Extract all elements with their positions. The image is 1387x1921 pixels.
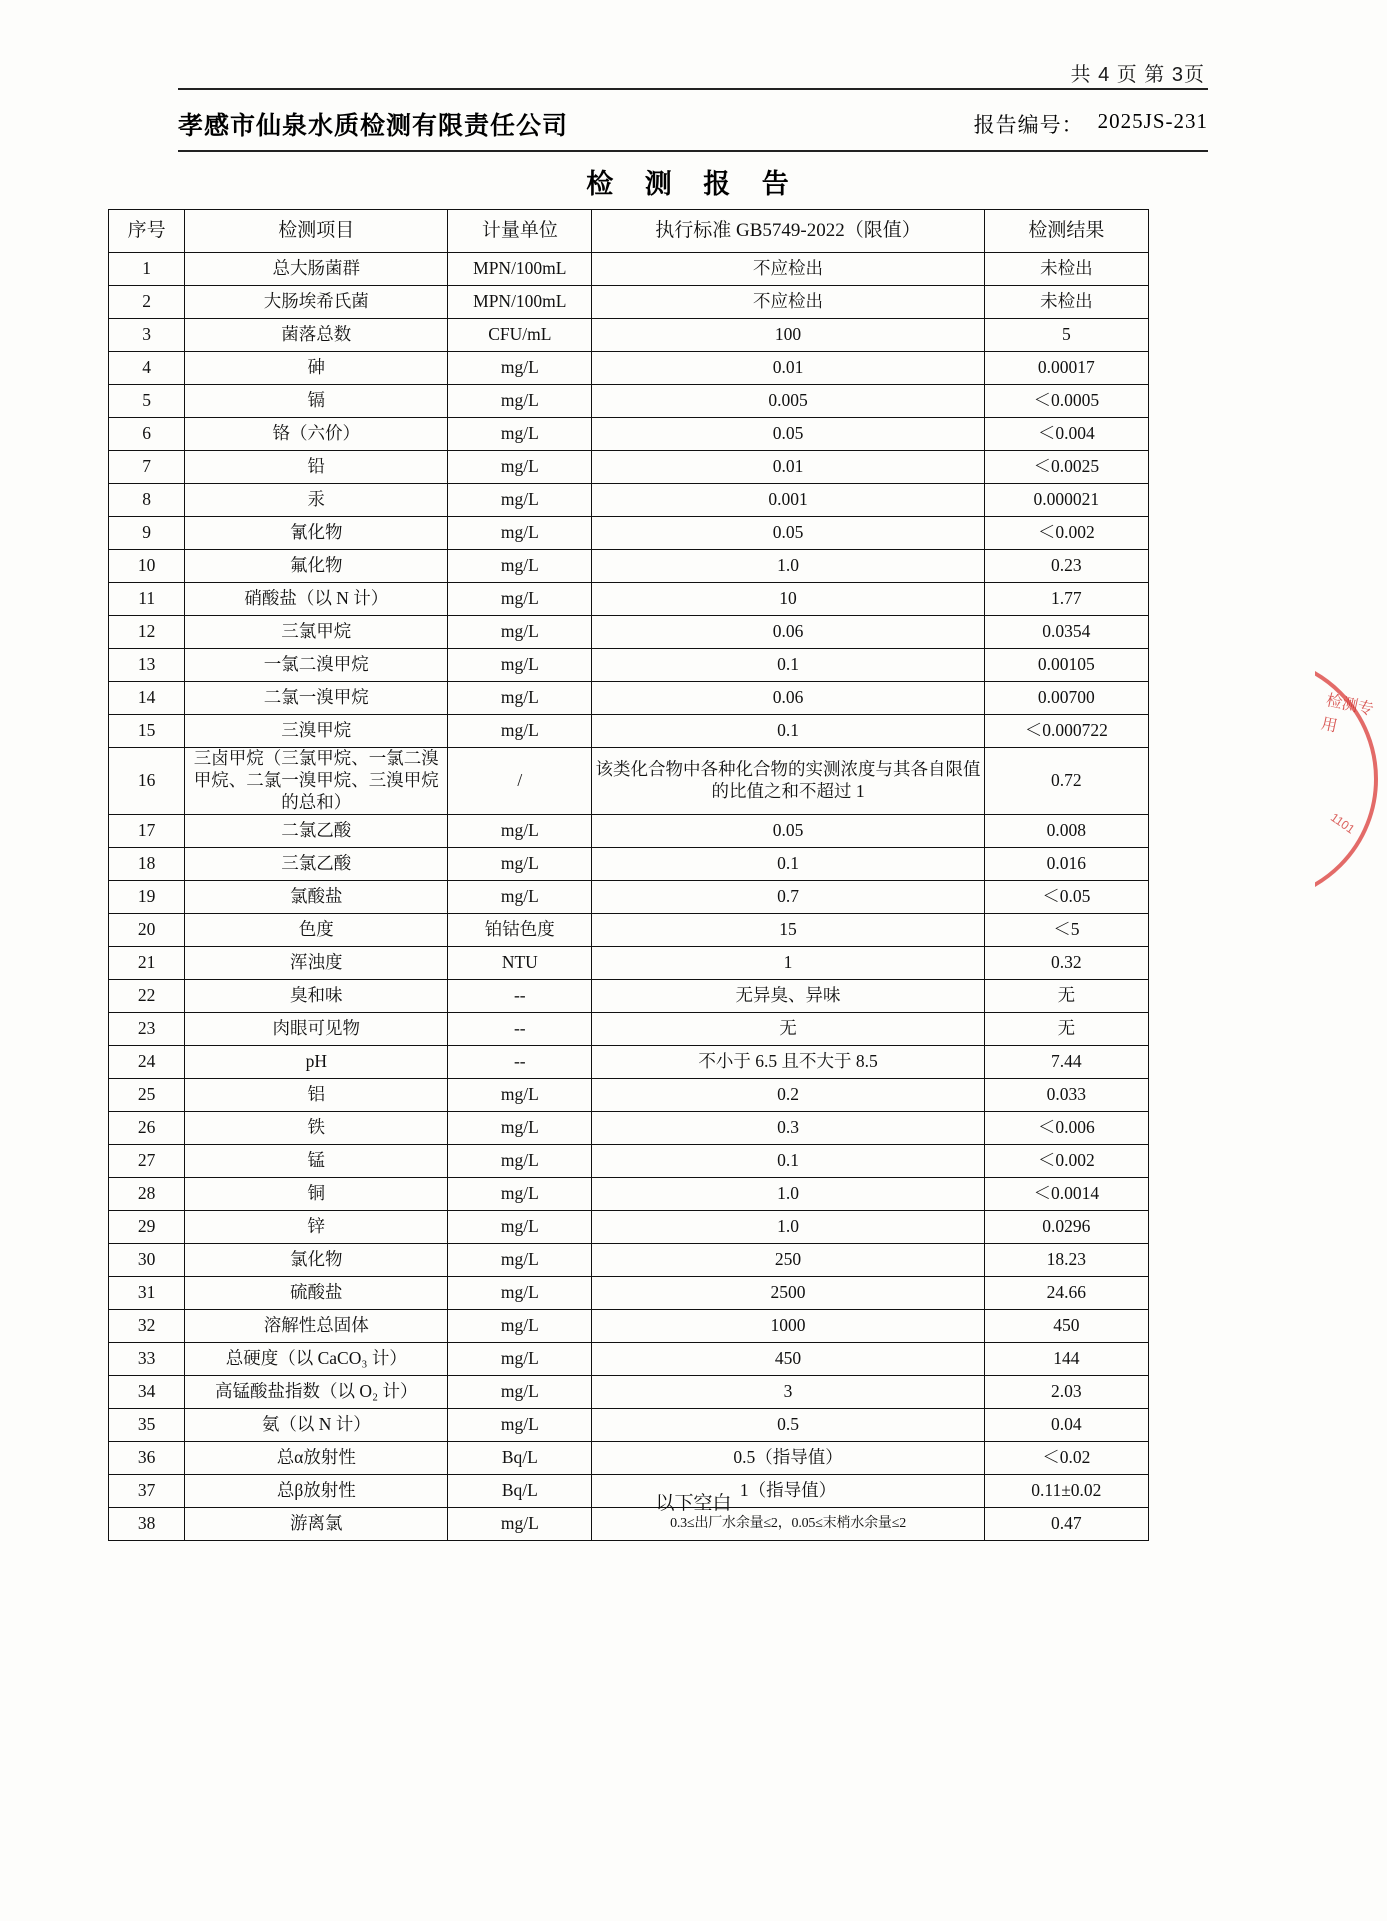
- page-indicator: 共 4 页 第 3页: [1070, 64, 1205, 86]
- cell-standard: 450: [592, 1342, 984, 1375]
- cell-item: 溶解性总固体: [185, 1309, 448, 1342]
- cell-result: 0.00700: [984, 682, 1148, 715]
- table-row: [109, 1408, 1149, 1441]
- seal-code: 1101: [1328, 810, 1358, 837]
- cell-index: 29: [109, 1210, 185, 1243]
- cell-standard: 0.01: [592, 352, 984, 385]
- cell-item: 氟化物: [185, 550, 448, 583]
- cell-item: 高锰酸盐指数（以 O₂ 计）: [185, 1375, 448, 1408]
- cell-item: 三氯乙酸: [185, 847, 448, 880]
- cell-index: 35: [109, 1408, 185, 1441]
- table-row: [109, 1078, 1149, 1111]
- table-row: [109, 1276, 1149, 1309]
- cell-index: 37: [109, 1474, 185, 1507]
- cell-item: 浑浊度: [185, 946, 448, 979]
- cell-index: 27: [109, 1144, 185, 1177]
- cell-result: 1.77: [984, 583, 1148, 616]
- cell-unit: mg/L: [448, 583, 592, 616]
- cell-item: 硝酸盐（以 N 计）: [185, 583, 448, 616]
- table-row: [109, 1111, 1149, 1144]
- cell-standard: 1.0: [592, 550, 984, 583]
- table-row: [109, 847, 1149, 880]
- cell-index: 1: [109, 253, 185, 286]
- cell-unit: 铂钴色度: [448, 913, 592, 946]
- cell-item: 锌: [185, 1210, 448, 1243]
- cell-unit: mg/L: [448, 847, 592, 880]
- report-number-value: 2025JS-231: [1097, 109, 1208, 133]
- cell-index: 36: [109, 1441, 185, 1474]
- header-divider-top: [178, 88, 1208, 90]
- cell-item: 锰: [185, 1144, 448, 1177]
- cell-unit: CFU/mL: [448, 319, 592, 352]
- cell-index: 28: [109, 1177, 185, 1210]
- cell-item: 总硬度（以 CaCO₃ 计）: [185, 1342, 448, 1375]
- column-header-item: 检测项目: [185, 210, 448, 253]
- cell-unit: mg/L: [448, 352, 592, 385]
- table-row: [109, 1210, 1149, 1243]
- cell-item: 氯酸盐: [185, 880, 448, 913]
- cell-unit: mg/L: [448, 517, 592, 550]
- cell-standard: 2500: [592, 1276, 984, 1309]
- cell-standard: 0.01: [592, 451, 984, 484]
- table-row: [109, 880, 1149, 913]
- cell-standard: 0.1: [592, 847, 984, 880]
- cell-item: 二氯乙酸: [185, 814, 448, 847]
- cell-result: 0.0354: [984, 616, 1148, 649]
- table-row: [109, 451, 1149, 484]
- cell-standard: 0.06: [592, 682, 984, 715]
- cell-unit: mg/L: [448, 649, 592, 682]
- cell-unit: MPN/100mL: [448, 253, 592, 286]
- cell-unit: Bq/L: [448, 1474, 592, 1507]
- cell-result: 0.47: [984, 1507, 1148, 1540]
- cell-result: 7.44: [984, 1045, 1148, 1078]
- cell-item: 一氯二溴甲烷: [185, 649, 448, 682]
- cell-item: 氰化物: [185, 517, 448, 550]
- cell-result: 18.23: [984, 1243, 1148, 1276]
- cell-standard: 0.1: [592, 649, 984, 682]
- cell-index: 6: [109, 418, 185, 451]
- table-row: [109, 319, 1149, 352]
- cell-standard: 1.0: [592, 1210, 984, 1243]
- cell-result: 0.016: [984, 847, 1148, 880]
- header-divider-bottom: [178, 150, 1208, 152]
- cell-result: 0.008: [984, 814, 1148, 847]
- table-row: [109, 715, 1149, 748]
- cell-index: 5: [109, 385, 185, 418]
- cell-item: 菌落总数: [185, 319, 448, 352]
- cell-index: 31: [109, 1276, 185, 1309]
- cell-index: 2: [109, 286, 185, 319]
- cell-result: 0.11±0.02: [984, 1474, 1148, 1507]
- column-header-standard: 执行标准 GB5749-2022（限值）: [592, 210, 984, 253]
- cell-unit: mg/L: [448, 1177, 592, 1210]
- cell-item: 总β放射性: [185, 1474, 448, 1507]
- cell-unit: mg/L: [448, 1078, 592, 1111]
- cell-unit: mg/L: [448, 1276, 592, 1309]
- cell-standard: 15: [592, 913, 984, 946]
- cell-result: ＜0.004: [984, 418, 1148, 451]
- cell-result: ＜0.05: [984, 880, 1148, 913]
- cell-unit: /: [448, 748, 592, 815]
- cell-standard: 不应检出: [592, 253, 984, 286]
- cell-item: 三氯甲烷: [185, 616, 448, 649]
- cell-index: 3: [109, 319, 185, 352]
- cell-result: ＜0.002: [984, 517, 1148, 550]
- cell-unit: mg/L: [448, 682, 592, 715]
- cell-result: 未检出: [984, 286, 1148, 319]
- cell-standard: 1.0: [592, 1177, 984, 1210]
- report-number: [974, 109, 1208, 139]
- cell-unit: mg/L: [448, 484, 592, 517]
- cell-index: 26: [109, 1111, 185, 1144]
- cell-result: 0.00105: [984, 649, 1148, 682]
- cell-standard: 0.001: [592, 484, 984, 517]
- cell-result: ＜0.006: [984, 1111, 1148, 1144]
- cell-item: 游离氯: [185, 1507, 448, 1540]
- cell-item: 色度: [185, 913, 448, 946]
- cell-standard: 0.1: [592, 1144, 984, 1177]
- cell-item: 铬（六价）: [185, 418, 448, 451]
- column-header-index: 序号: [109, 210, 185, 253]
- cell-unit: mg/L: [448, 550, 592, 583]
- cell-result: 5: [984, 319, 1148, 352]
- cell-unit: mg/L: [448, 1111, 592, 1144]
- table-row: [109, 979, 1149, 1012]
- cell-index: 11: [109, 583, 185, 616]
- cell-result: 无: [984, 979, 1148, 1012]
- table-row: [109, 649, 1149, 682]
- cell-standard: 不小于 6.5 且不大于 8.5: [592, 1045, 984, 1078]
- cell-unit: Bq/L: [448, 1441, 592, 1474]
- table-row: [109, 1144, 1149, 1177]
- cell-item: 镉: [185, 385, 448, 418]
- cell-unit: mg/L: [448, 1375, 592, 1408]
- cell-standard: 3: [592, 1375, 984, 1408]
- table-row: [109, 946, 1149, 979]
- table-row: [109, 814, 1149, 847]
- cell-index: 13: [109, 649, 185, 682]
- cell-unit: mg/L: [448, 451, 592, 484]
- cell-result: 0.000021: [984, 484, 1148, 517]
- table-row: [109, 253, 1149, 286]
- cell-standard: 1: [592, 946, 984, 979]
- cell-unit: mg/L: [448, 715, 592, 748]
- cell-item: 氯化物: [185, 1243, 448, 1276]
- cell-standard: 0.5（指导值）: [592, 1441, 984, 1474]
- table-row: [109, 484, 1149, 517]
- cell-standard: 1（指导值）: [592, 1474, 984, 1507]
- cell-item: 铝: [185, 1078, 448, 1111]
- table-row: [109, 418, 1149, 451]
- cell-result: 0.00017: [984, 352, 1148, 385]
- cell-result: 0.72: [984, 748, 1148, 815]
- table-row: [109, 352, 1149, 385]
- cell-item: 二氯一溴甲烷: [185, 682, 448, 715]
- official-seal-stamp: [1315, 655, 1387, 895]
- cell-result: 450: [984, 1309, 1148, 1342]
- page-title: 检 测 报 告: [586, 169, 801, 199]
- table-row: [109, 1177, 1149, 1210]
- test-results-table: [108, 209, 1149, 1541]
- table-row: [109, 1441, 1149, 1474]
- table-row: [109, 286, 1149, 319]
- cell-result: 0.23: [984, 550, 1148, 583]
- cell-standard: 0.005: [592, 385, 984, 418]
- cell-index: 25: [109, 1078, 185, 1111]
- cell-result: 0.32: [984, 946, 1148, 979]
- cell-standard: 0.7: [592, 880, 984, 913]
- cell-index: 38: [109, 1507, 185, 1540]
- cell-index: 20: [109, 913, 185, 946]
- cell-unit: mg/L: [448, 1144, 592, 1177]
- cell-standard: 无: [592, 1012, 984, 1045]
- cell-index: 23: [109, 1012, 185, 1045]
- cell-result: 无: [984, 1012, 1148, 1045]
- report-header: [178, 100, 1208, 148]
- cell-unit: --: [448, 979, 592, 1012]
- footer-note: 以下空白: [655, 1493, 732, 1514]
- cell-item: 总α放射性: [185, 1441, 448, 1474]
- cell-unit: mg/L: [448, 1507, 592, 1540]
- cell-unit: mg/L: [448, 385, 592, 418]
- cell-result: 0.0296: [984, 1210, 1148, 1243]
- report-number-label: 报告编号：: [973, 113, 1084, 137]
- cell-result: ＜0.0014: [984, 1177, 1148, 1210]
- cell-index: 4: [109, 352, 185, 385]
- cell-standard: 不应检出: [592, 286, 984, 319]
- cell-standard: 0.06: [592, 616, 984, 649]
- cell-unit: mg/L: [448, 1243, 592, 1276]
- column-header-unit: 计量单位: [448, 210, 592, 253]
- table-row: [109, 748, 1149, 815]
- cell-index: 19: [109, 880, 185, 913]
- table-row: [109, 385, 1149, 418]
- cell-unit: mg/L: [448, 418, 592, 451]
- table-row: [109, 1243, 1149, 1276]
- cell-item: 铁: [185, 1111, 448, 1144]
- cell-item: 硫酸盐: [185, 1276, 448, 1309]
- cell-result: 24.66: [984, 1276, 1148, 1309]
- cell-index: 21: [109, 946, 185, 979]
- cell-result: 0.033: [984, 1078, 1148, 1111]
- table-row: [109, 1375, 1149, 1408]
- cell-item: 氨（以 N 计）: [185, 1408, 448, 1441]
- cell-result: ＜0.0025: [984, 451, 1148, 484]
- cell-index: 9: [109, 517, 185, 550]
- cell-item: pH: [185, 1045, 448, 1078]
- cell-standard: 250: [592, 1243, 984, 1276]
- cell-result: ＜0.0005: [984, 385, 1148, 418]
- cell-index: 34: [109, 1375, 185, 1408]
- column-header-result: 检测结果: [984, 210, 1148, 253]
- cell-item: 砷: [185, 352, 448, 385]
- cell-unit: mg/L: [448, 1408, 592, 1441]
- cell-result: ＜0.000722: [984, 715, 1148, 748]
- cell-item: 汞: [185, 484, 448, 517]
- cell-standard: 0.1: [592, 715, 984, 748]
- cell-index: 8: [109, 484, 185, 517]
- cell-index: 32: [109, 1309, 185, 1342]
- cell-index: 24: [109, 1045, 185, 1078]
- cell-unit: mg/L: [448, 1342, 592, 1375]
- cell-item: 臭和味: [185, 979, 448, 1012]
- table-row: [109, 616, 1149, 649]
- cell-unit: mg/L: [448, 1309, 592, 1342]
- cell-unit: MPN/100mL: [448, 286, 592, 319]
- cell-result: ＜0.002: [984, 1144, 1148, 1177]
- cell-index: 17: [109, 814, 185, 847]
- cell-standard: 0.2: [592, 1078, 984, 1111]
- cell-unit: mg/L: [448, 814, 592, 847]
- cell-index: 12: [109, 616, 185, 649]
- cell-item: 大肠埃希氏菌: [185, 286, 448, 319]
- cell-index: 30: [109, 1243, 185, 1276]
- cell-result: 未检出: [984, 253, 1148, 286]
- table-row: [109, 1045, 1149, 1078]
- table-row: [109, 682, 1149, 715]
- cell-standard: 0.3≤出厂水余量≤2，0.05≤末梢水余量≤2: [592, 1507, 984, 1540]
- cell-standard: 0.05: [592, 814, 984, 847]
- cell-index: 16: [109, 748, 185, 815]
- seal-text: 检测专用: [1319, 692, 1375, 736]
- cell-index: 10: [109, 550, 185, 583]
- cell-unit: NTU: [448, 946, 592, 979]
- cell-index: 14: [109, 682, 185, 715]
- table-header-row: [109, 210, 1149, 253]
- seal-ring: [1315, 655, 1378, 895]
- table-row: [109, 1342, 1149, 1375]
- cell-unit: mg/L: [448, 880, 592, 913]
- cell-item: 铅: [185, 451, 448, 484]
- cell-standard: 1000: [592, 1309, 984, 1342]
- cell-index: 33: [109, 1342, 185, 1375]
- cell-item: 三卤甲烷（三氯甲烷、一氯二溴甲烷、二氯一溴甲烷、三溴甲烷的总和）: [185, 748, 448, 815]
- cell-result: 0.04: [984, 1408, 1148, 1441]
- cell-standard: 0.3: [592, 1111, 984, 1144]
- cell-result: ＜0.02: [984, 1441, 1148, 1474]
- cell-standard: 100: [592, 319, 984, 352]
- company-name: 孝感市仙泉水质检测有限责任公司: [178, 112, 569, 140]
- table-row: [109, 550, 1149, 583]
- cell-index: 7: [109, 451, 185, 484]
- cell-result: 144: [984, 1342, 1148, 1375]
- cell-unit: --: [448, 1045, 592, 1078]
- cell-result: 2.03: [984, 1375, 1148, 1408]
- cell-item: 肉眼可见物: [185, 1012, 448, 1045]
- cell-result: ＜5: [984, 913, 1148, 946]
- cell-index: 18: [109, 847, 185, 880]
- table-row: [109, 517, 1149, 550]
- cell-unit: --: [448, 1012, 592, 1045]
- cell-item: 总大肠菌群: [185, 253, 448, 286]
- table-row: [109, 913, 1149, 946]
- cell-index: 22: [109, 979, 185, 1012]
- cell-standard: 无异臭、异味: [592, 979, 984, 1012]
- cell-unit: mg/L: [448, 1210, 592, 1243]
- cell-item: 铜: [185, 1177, 448, 1210]
- cell-standard: 0.05: [592, 517, 984, 550]
- table-row: [109, 583, 1149, 616]
- table-row: [109, 1309, 1149, 1342]
- cell-standard: 10: [592, 583, 984, 616]
- cell-index: 15: [109, 715, 185, 748]
- cell-standard: 0.5: [592, 1408, 984, 1441]
- cell-item: 三溴甲烷: [185, 715, 448, 748]
- cell-unit: mg/L: [448, 616, 592, 649]
- table-row: [109, 1012, 1149, 1045]
- cell-standard: 0.05: [592, 418, 984, 451]
- cell-standard: 该类化合物中各种化合物的实测浓度与其各自限值的比值之和不超过 1: [592, 748, 984, 815]
